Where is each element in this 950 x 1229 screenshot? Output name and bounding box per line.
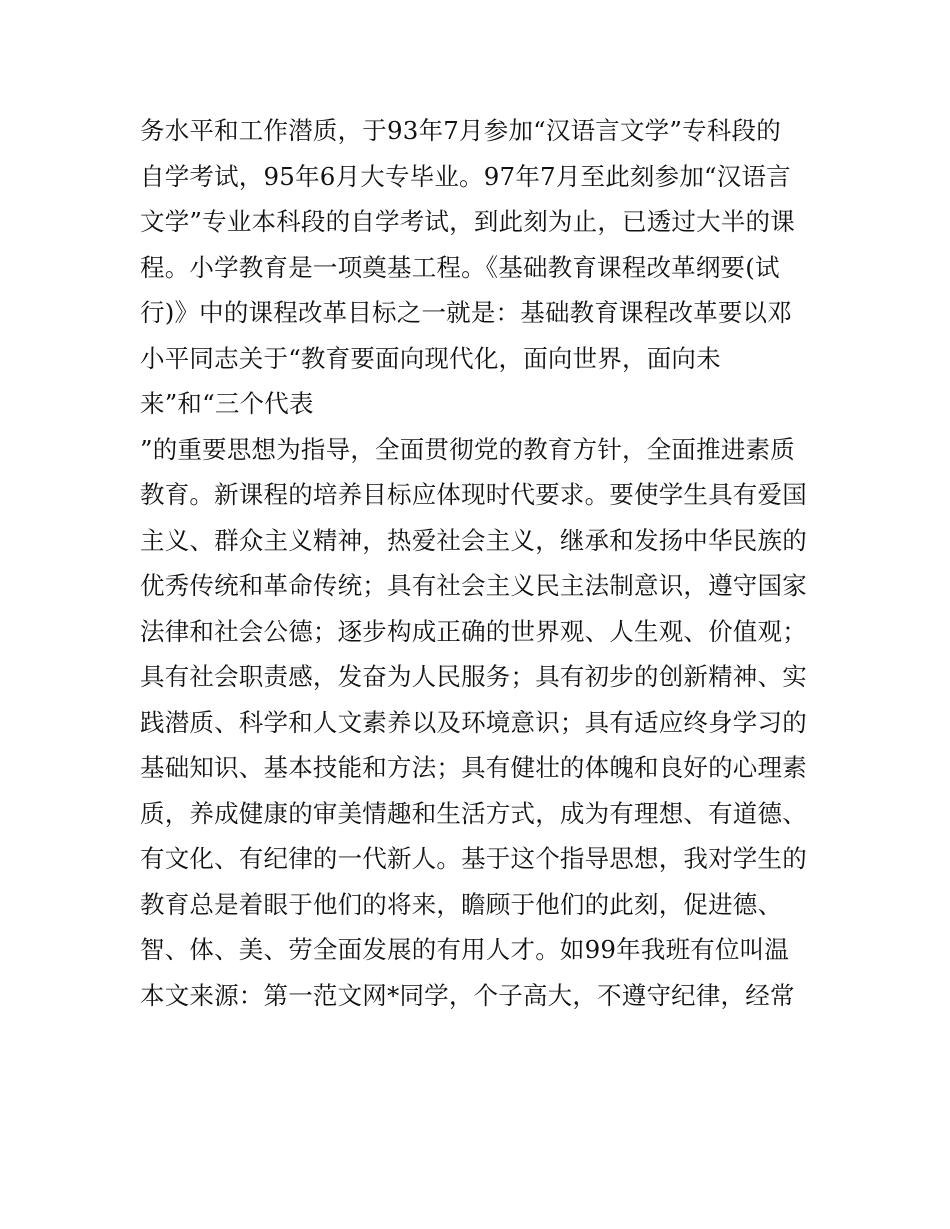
text-line: 来”和“三个代表 (140, 389, 314, 418)
text-line: 践潜质、科学和人文素养以及环境意识；具有适应终身学习的 (140, 707, 807, 737)
text-line: 本文来源：第一范文网*同学，个子高大，不遵守纪律，经常 (140, 980, 795, 1010)
text-line: 自学考试，95年6月大专毕业。97年7月至此刻参加“汉语言 (140, 161, 791, 191)
text-line: 务水平和工作潜质，于93年7月参加“汉语言文学”专科段的 (140, 116, 781, 145)
text-line: 法律和社会公德；逐步构成正确的世界观、人生观、价值观； (140, 616, 807, 646)
text-line: 有文化、有纪律的一代新人。基于这个指导思想，我对学生的 (140, 844, 807, 873)
text-line: ”的重要思想为指导，全面贯彻党的教育方针，全面推进素质 (140, 434, 795, 464)
text-line: 教育。新课程的培养目标应体现时代要求。要使学生具有爱国 (140, 480, 807, 509)
text-line: 小平同志关于“教育要面向现代化，面向世界，面向未 (140, 343, 721, 373)
text-line: 教育总是着眼于他们的将来，瞻顾于他们的此刻，促进德、 (140, 889, 783, 919)
text-line: 质，养成健康的审美情趣和生活方式，成为有理想、有道德、 (140, 798, 807, 828)
text-line: 具有社会职责感，发奋为人民服务；具有初步的创新精神、实 (140, 662, 807, 691)
text-line: 优秀传统和革命传统；具有社会主义民主法制意识，遵守国家 (140, 571, 807, 600)
text-line: 主义、群众主义精神，热爱社会主义，继承和发扬中华民族的 (140, 525, 807, 555)
text-line: 基础知识、基本技能和方法；具有健壮的体魄和良好的心理素 (140, 753, 807, 782)
body-text (140, 108, 830, 1018)
text-line: 文学”专业本科段的自学考试，到此刻为止，已透过大半的课 (140, 207, 795, 236)
text-line: 智、体、美、劳全面发展的有用人才。如99年我班有位叫温 (140, 935, 790, 964)
text-line: 程。小学教育是一项奠基工程。《基础教育课程改革纲要(试 (140, 252, 780, 282)
text-line: 行)》中的课程改革目标之一就是：基础教育课程改革要以邓 (140, 298, 792, 327)
